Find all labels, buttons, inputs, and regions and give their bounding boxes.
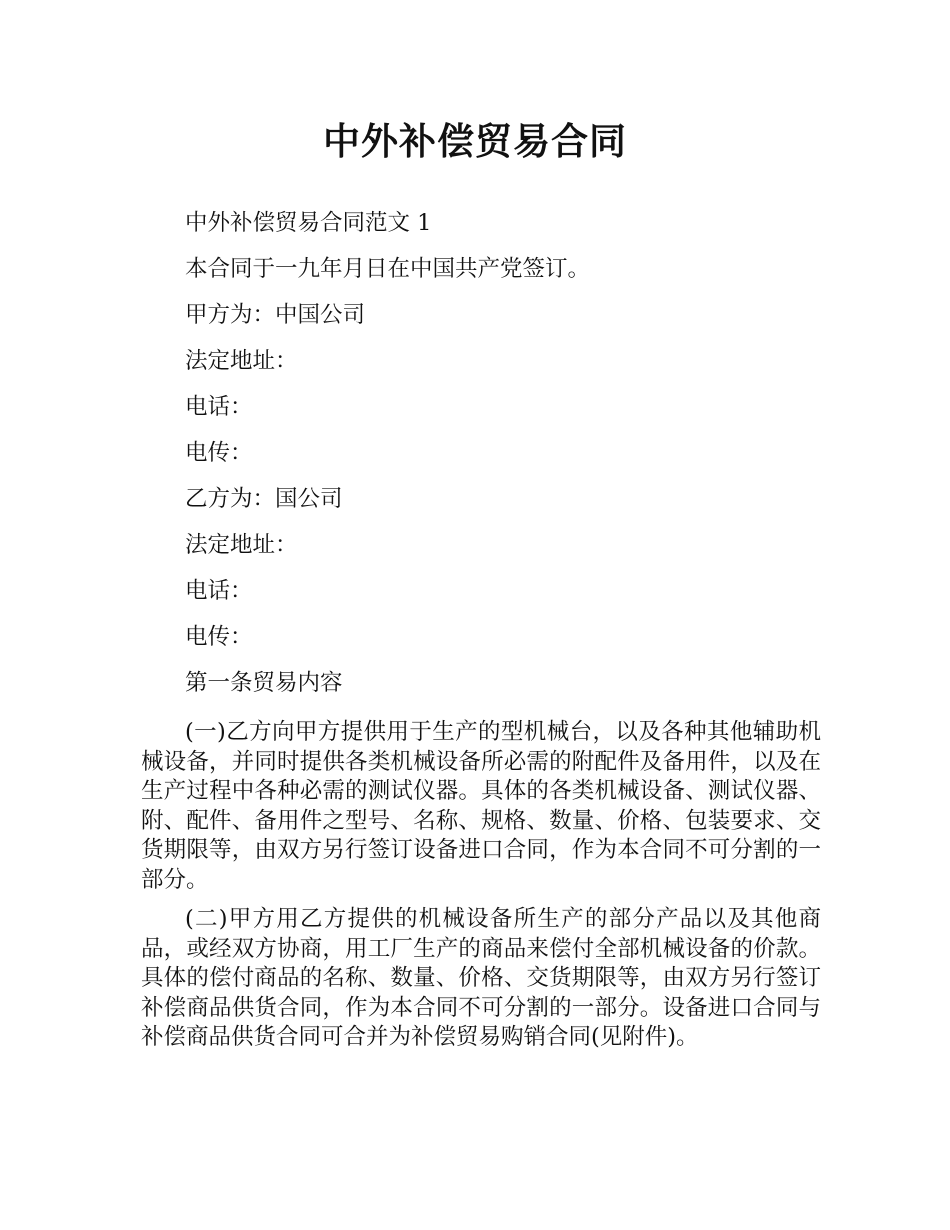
article-one-clause-1: (一)乙方向甲方提供用于生产的型机械台，以及各种其他辅助机械设备，并同时提供各类机械设备所必需的附配件及备用件，以及在生产过程中各种必需的测试仪器。具体的各类机械设备、测试仪器、附、配件、备用件之型号、名称、规格、数量、价格、包装要求、交货期限等，由双方另行签订设备进口合同，作为本合同不可分割的一部分。 [141, 719, 821, 893]
article-one-heading: 第一条贸易内容 [185, 670, 343, 696]
party-a-telex: 电传： [185, 440, 253, 466]
subtitle-line: 中外补偿贸易合同范文 1 [185, 210, 432, 236]
party-b-phone: 电话： [185, 578, 253, 604]
party-b-address: 法定地址： [185, 532, 298, 558]
signing-statement: 本合同于一九年月日在中国共产党签订。 [185, 256, 591, 282]
article-one-clause-2: (二)甲方用乙方提供的机械设备所生产的部分产品以及其他商品，或经双方协商，用工厂生产的商品来偿付全部机械设备的价款。具体的偿付商品的名称、数量、价格、交货期限等，由双方另行签订补偿商品供货合同，作为本合同不可分割的一部分。设备进口合同与补偿商品供货合同可合并为补偿贸易购销合同(见附件)。 [141, 906, 821, 1050]
document-title: 中外补偿贸易合同 [323, 120, 627, 163]
document-body [141, 200, 821, 1063]
party-b-name: 乙方为：国公司 [185, 486, 343, 512]
party-b-telex: 电传： [185, 624, 253, 650]
party-a-phone: 电话： [185, 394, 253, 420]
party-a-address: 法定地址： [185, 348, 298, 374]
party-a-name: 甲方为：中国公司 [185, 302, 366, 328]
